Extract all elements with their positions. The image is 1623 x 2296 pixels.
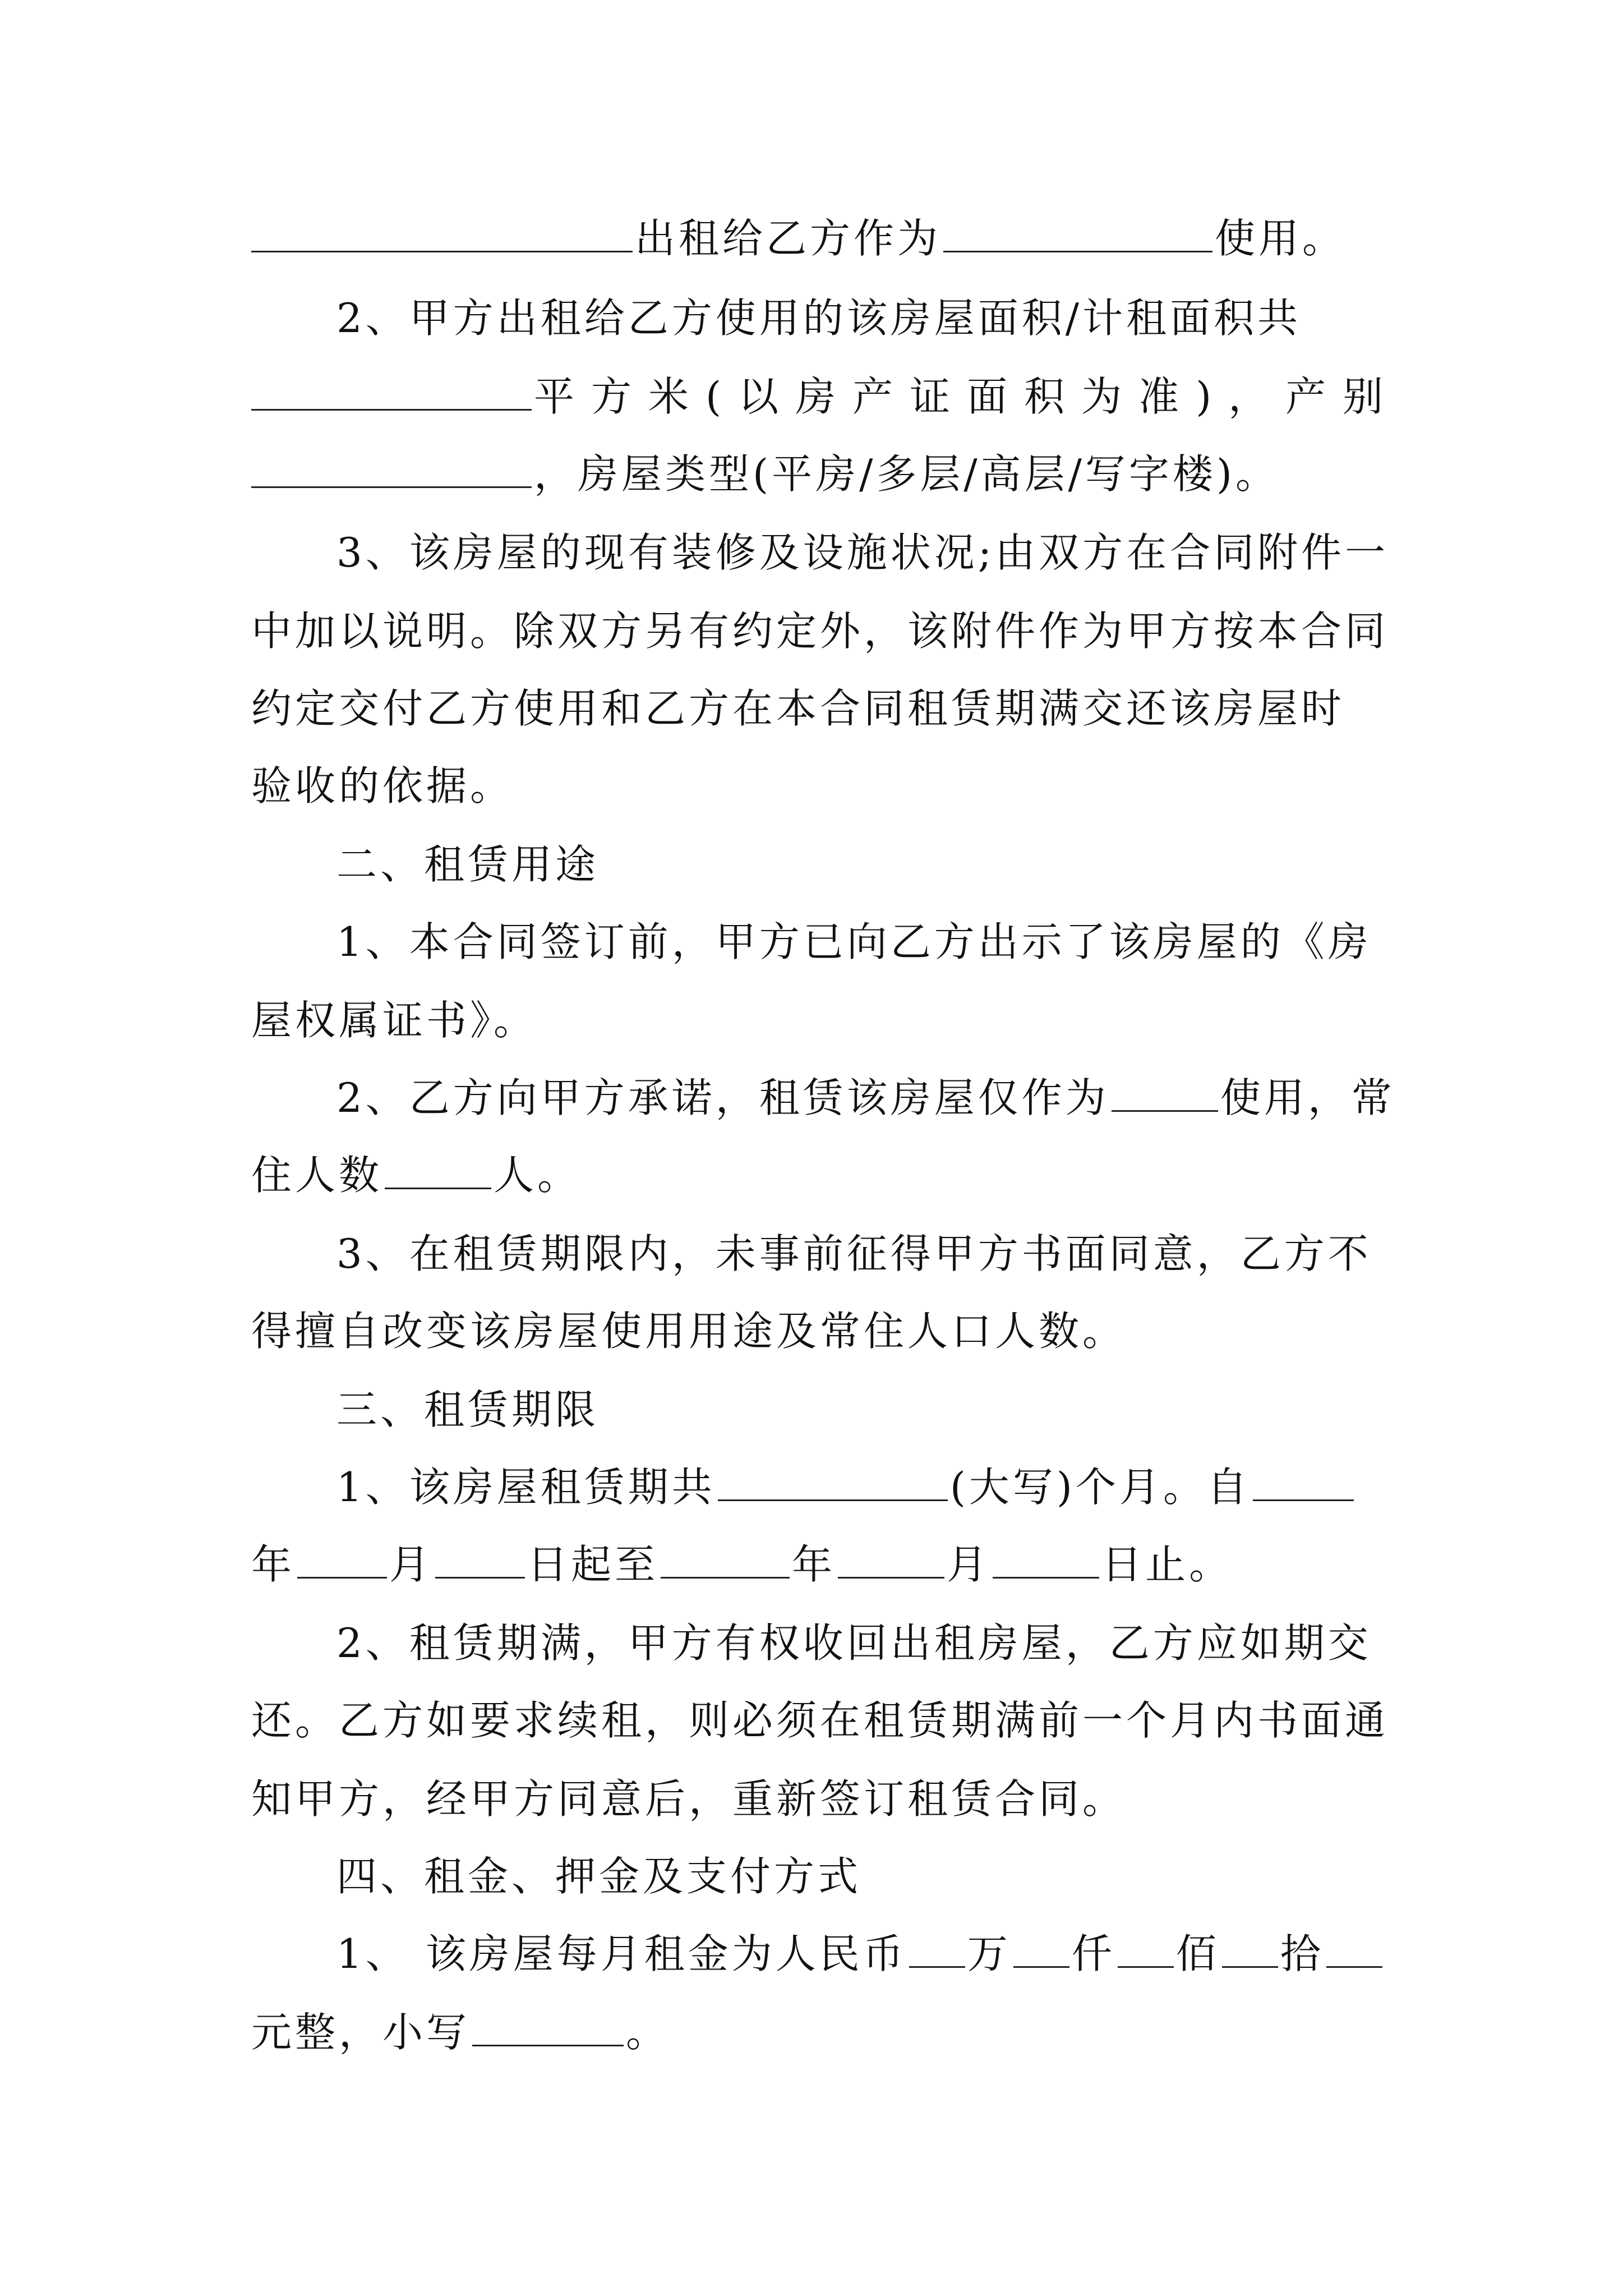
section-2-clause-3-line-1 [336, 1223, 1384, 1285]
text-segment: 人。 [494, 1152, 582, 1199]
fill-blank[interactable] [251, 370, 532, 411]
clause-2-line-1 [336, 287, 1384, 349]
section-4-clause-1-line-2 [251, 2001, 1384, 2063]
text-segment: (大写)个月。自 [949, 1464, 1251, 1511]
section-heading-2 [336, 834, 1469, 895]
fill-blank[interactable] [1222, 1927, 1278, 1968]
text-segment: 年 [251, 1541, 296, 1588]
fill-blank[interactable] [718, 1460, 948, 1501]
text-segment: 元整，小写 [251, 2009, 471, 2056]
clause-2-line-2 [251, 366, 1400, 427]
section-2-clause-2-line-2 [251, 1144, 1384, 1206]
fill-blank[interactable] [297, 1538, 387, 1579]
fill-blank[interactable] [385, 1148, 491, 1189]
text-segment: 年 [792, 1541, 836, 1588]
section-4-clause-1-line-1 [336, 1923, 1384, 1985]
heading-text: 二、租赁用途 [336, 841, 600, 888]
section-2-clause-1-line-1 [336, 911, 1384, 973]
fill-blank[interactable] [909, 1927, 965, 1968]
section-2-clause-3-line-2 [251, 1300, 1384, 1362]
text-segment: 仟 [1071, 1930, 1115, 1977]
fill-blank[interactable] [943, 211, 1212, 252]
section-3-clause-2-line-2 [251, 1690, 1389, 1751]
fill-blank[interactable] [251, 211, 633, 252]
text-segment: 中加以说明。除双方另有约定外，该附件作为甲方按本合同 [251, 608, 1389, 655]
text-segment: 还。乙方如要求续租，则必须在租赁期满前一个月内书面通 [251, 1697, 1389, 1744]
text-segment: 知甲方，经甲方同意后，重新签订租赁合同。 [251, 1775, 1127, 1823]
fill-blank[interactable] [838, 1538, 944, 1579]
fill-blank[interactable] [1112, 1071, 1218, 1112]
text-segment: 3、在租赁期限内，未事前征得甲方书面同意，乙方不 [336, 1230, 1372, 1277]
fill-blank[interactable] [251, 447, 532, 488]
clause-3-line-4 [251, 755, 1384, 817]
section-3-clause-2-line-1 [336, 1612, 1384, 1674]
heading-text: 四、租金、押金及支付方式 [336, 1853, 862, 1900]
text-segment: 3、该房屋的现有装修及设施状况;由双方在合同附件一 [336, 529, 1389, 576]
fill-blank[interactable] [1253, 1460, 1354, 1501]
text-segment: 。 [626, 2009, 670, 2056]
text-segment: 1、该房屋租赁期共 [336, 1464, 716, 1511]
text-segment: 验收的依据。 [251, 762, 514, 809]
text-segment: 日止。 [1101, 1541, 1233, 1588]
clause-3-line-1 [336, 522, 1389, 583]
fill-blank[interactable] [472, 2005, 624, 2046]
text-segment: 屋权属证书》。 [251, 997, 538, 1044]
section-2-clause-2-line-1 [336, 1067, 1395, 1129]
text-segment: 月 [389, 1541, 434, 1588]
section-3-clause-1-line-1 [336, 1456, 1384, 1518]
fill-blank[interactable] [1326, 1927, 1382, 1968]
text-segment: 约定交付乙方使用和乙方在本合同租赁期满交还该房屋时 [251, 685, 1345, 732]
text-segment: 日起至 [527, 1541, 659, 1588]
section-3-clause-1-line-2 [251, 1534, 1384, 1595]
fill-blank[interactable] [661, 1538, 790, 1579]
clause-1-continuation [251, 208, 1384, 269]
text-segment: 万 [967, 1930, 1011, 1977]
text-segment: 2、甲方出租给乙方使用的该房屋面积/计租面积共 [336, 295, 1302, 342]
fill-blank[interactable] [993, 1538, 1099, 1579]
text-segment: 出租给乙方作为 [635, 215, 942, 262]
text-segment: 2、乙方向甲方承诺，租赁该房屋仅作为 [336, 1074, 1109, 1121]
text-segment: ，房屋类型(平房/多层/高层/写字楼)。 [534, 450, 1279, 498]
section-heading-3 [336, 1379, 1469, 1441]
heading-text: 三、租赁期限 [336, 1386, 600, 1433]
text-segment: 得擅自改变该房屋使用用途及常住人口人数。 [251, 1308, 1127, 1355]
text-segment: 住人数 [251, 1152, 383, 1199]
text-segment: 月 [947, 1541, 991, 1588]
text-segment: 拾 [1280, 1930, 1324, 1977]
text-segment: 使用，常 [1220, 1074, 1395, 1121]
section-heading-4 [336, 1846, 1469, 1907]
clause-3-line-3 [251, 678, 1384, 739]
text-segment: 2、租赁期满，甲方有权收回出租房屋，乙方应如期交 [336, 1619, 1372, 1667]
text-segment: 使用。 [1215, 215, 1347, 262]
fill-blank[interactable] [1118, 1927, 1174, 1968]
clause-2-line-3 [251, 443, 1384, 505]
text-segment: 1、 该房屋每月租金为人民币 [336, 1930, 907, 1977]
fill-blank[interactable] [1013, 1927, 1069, 1968]
text-segment: 佰 [1175, 1930, 1220, 1977]
section-2-clause-1-line-2 [251, 990, 1384, 1051]
fill-blank[interactable] [435, 1538, 525, 1579]
clause-3-line-2 [251, 600, 1389, 662]
text-segment: 平方米(以房产证面积为准)，产别 [534, 373, 1400, 420]
section-3-clause-2-line-3 [251, 1768, 1384, 1830]
text-segment: 1、本合同签订前，甲方已向乙方出示了该房屋的《房 [336, 918, 1372, 965]
